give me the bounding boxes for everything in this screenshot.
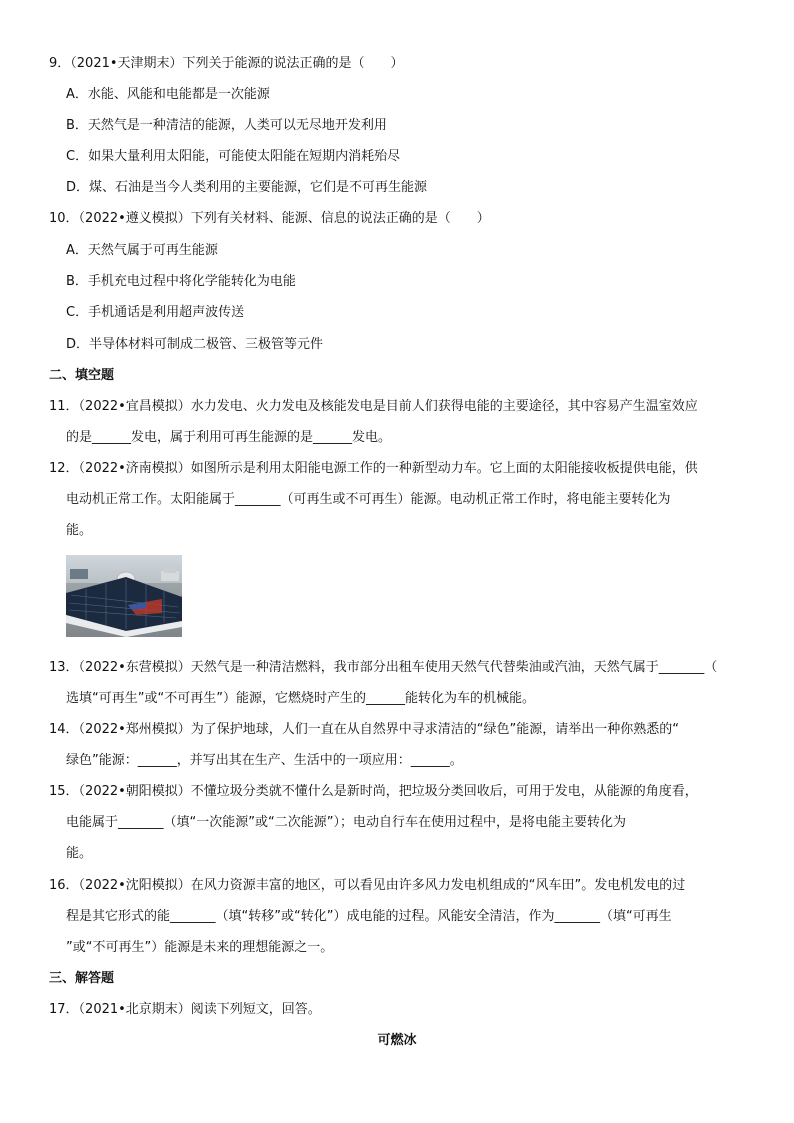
section-answer: 三、解答题: [49, 971, 115, 986]
q15-line-2: 电能属于_______（填“一次能源”或“二次能源”）；电动自行车在使用过程中，是将电能主要转化为: [66, 815, 626, 830]
q9-option-b: B．天然气是一种清洁的能源，人类可以无尽地开发利用: [66, 118, 387, 133]
q17-stem: 17．（2021•北京期末）阅读下列短文，回答。: [49, 1002, 321, 1017]
q9-option-c: C．如果大量利用太阳能，可能使太阳能在短期内消耗殆尽: [66, 149, 401, 164]
q11-line-1: 11．（2022•宜昌模拟）水力发电、火力发电及核能发电是目前人们获得电能的主要途径，其中容易产生温室效应: [49, 399, 698, 414]
q16-line-3: ”或“不可再生”）能源是未来的理想能源之一。: [66, 940, 334, 955]
q10-option-d: D．半导体材料可制成二极管、三极管等元件: [66, 337, 324, 352]
q12-line-2: 电动机正常工作。太阳能属于_______（可再生或不可再生）能源。电动机正常工作时，将电能主要转化为: [66, 492, 671, 507]
q15-line-3: 能。: [66, 846, 93, 861]
q13-line-1: 13．（2022•东营模拟）天然气是一种清洁燃料，我市部分出租车使用天然气代替柴油或汽油，天然气属于_______（: [49, 660, 718, 675]
q14-line-1: 14．（2022•郑州模拟）为了保护地球，人们一直在从自然界中寻求清洁的“绿色”能源，请举出一种你熟悉的“: [49, 722, 679, 737]
q10-option-c: C．手机通话是利用超声波传送: [66, 305, 245, 320]
q9-option-a: A．水能、风能和电能都是一次能源: [66, 87, 270, 102]
q16-line-2: 程是其它形式的能_______（填“转移”或“转化”）成电能的过程。风能安全清洁，作为_______（填“可再生: [66, 909, 672, 924]
solar-car-photo: [66, 555, 182, 637]
q13-line-2: 选填“可再生”或“不可再生”）能源，它燃烧时产生的______能转化为车的机械能。: [66, 691, 535, 706]
q10-option-b: B．手机充电过程中将化学能转化为电能: [66, 274, 296, 289]
q11-line-2: 的是______发电，属于利用可再生能源的是______发电。: [66, 430, 392, 445]
q17-passage-title: 可燃冰: [377, 1033, 417, 1048]
q12-line-3: 能。: [66, 523, 93, 538]
q12-line-1: 12．（2022•济南模拟）如图所示是利用太阳能电源工作的一种新型动力车。它上面的太阳能接收板提供电能，供: [49, 461, 698, 476]
section-fill-in: 二、填空题: [49, 368, 115, 383]
q10-stem: 10．（2022•遵义模拟）下列有关材料、能源、信息的说法正确的是（ ）: [49, 211, 490, 226]
q9-stem: 9．（2021•天津期末）下列关于能源的说法正确的是（ ）: [49, 56, 404, 71]
q16-line-1: 16．（2022•沈阳模拟）在风力资源丰富的地区，可以看见由许多风力发电机组成的“风车田”。发电机发电的过: [49, 878, 686, 893]
q10-option-a: A．天然气属于可再生能源: [66, 243, 218, 258]
q15-line-1: 15．（2022•朝阳模拟）不懂垃圾分类就不懂什么是新时尚，把垃圾分类回收后，可用于发电，从能源的角度看，: [49, 784, 698, 799]
q9-option-d: D．煤、石油是当今人类利用的主要能源，它们是不可再生能源: [66, 180, 428, 195]
q14-line-2: 绿色”能源：______，并写出其在生产、生活中的一项应用：______。: [66, 753, 463, 768]
